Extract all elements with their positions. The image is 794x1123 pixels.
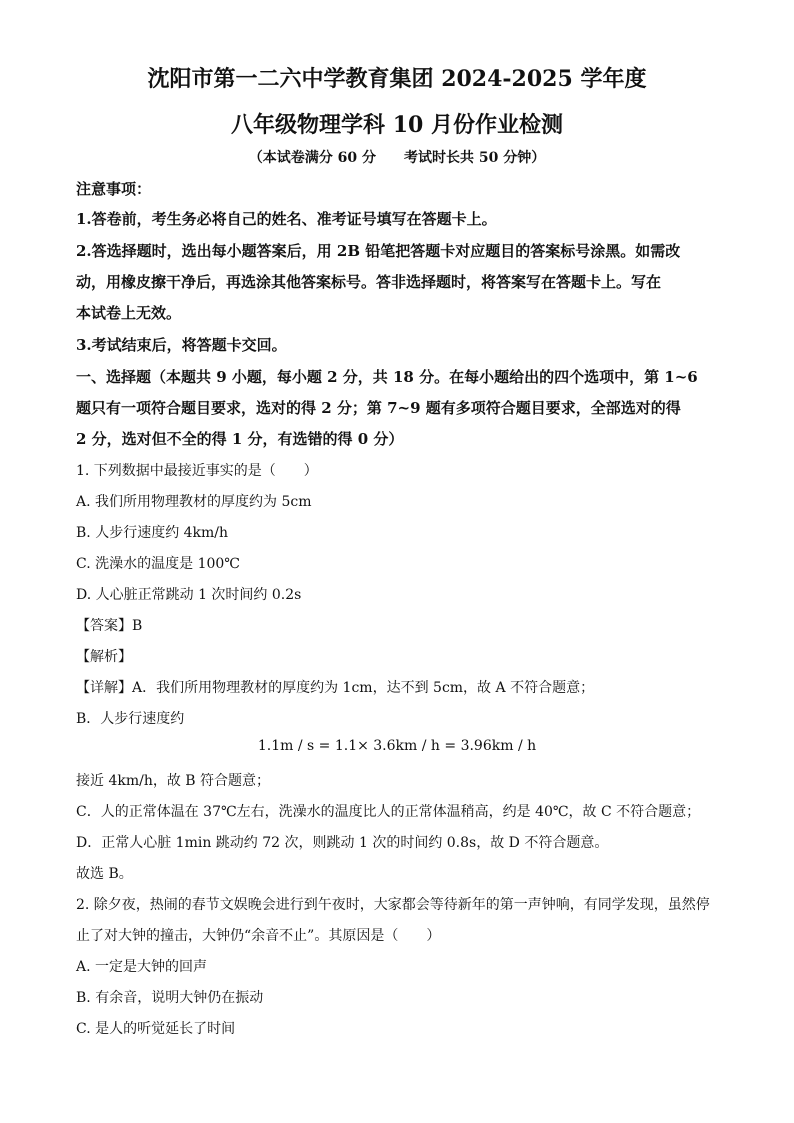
notice-item-2-line2: 动，用橡皮擦干净后，再选涂其他答案标号。答非选择题时，将答案写在答题卡上。写在 [76, 273, 662, 291]
q1-answer: 【答案】B [76, 618, 143, 634]
q2-stem-line2: 止了对大钟的撞击，大钟仍“余音不止”。其原因是（ ） [76, 928, 441, 944]
section1-intro-line1: 一、选择题（本题共 9 小题，每小题 2 分，共 18 分。在每小题给出的四个选项中，第 1~6 [76, 368, 698, 386]
notice-item-3: 3.考试结束后，将答题卡交回。 [76, 336, 287, 354]
q2-stem-line1: 2. 除夕夜，热闹的春节文娱晚会进行到午夜时，大家都会等待新年的第一声钟响，有同学发现，虽然停 [76, 897, 710, 913]
q1-detail-a: 【详解】A．我们所用物理教材的厚度约为 1cm，达不到 5cm，故 A 不符合题意； [76, 680, 595, 696]
q1-detail-c: C．人的正常体温在 37℃左右，洗澡水的温度比人的正常体温稍高，约是 40℃，故 C 不符合题意； [76, 804, 701, 820]
q2-option-c: C. 是人的听觉延长了时间 [76, 1021, 236, 1037]
exam-title-line1: 沈阳市第一二六中学教育集团 2024-2025 学年度 [147, 66, 647, 92]
notice-item-1: 1.答卷前，考生务必将自己的姓名、准考证号填写在答题卡上。 [76, 210, 497, 228]
q1-detail-d: D．正常人心脏 1min 跳动约 72 次，则跳动 1 次的时间约 0.8s，故 D 不符合题意。 [76, 835, 609, 851]
notice-heading: 注意事项： [76, 180, 152, 198]
q1-analysis-label: 【解析】 [76, 649, 132, 665]
q2-option-a: A. 一定是大钟的回声 [76, 959, 208, 975]
notice-item-2-line3: 本试卷上无效。 [76, 304, 182, 322]
section1-intro-line3: 2 分，选对但不全的得 1 分，有选错的得 0 分） [76, 430, 404, 448]
q1-detail-b: B．人步行速度约 [76, 711, 185, 727]
q1-formula: 1.1m / s = 1.1× 3.6km / h = 3.96km / h [257, 738, 537, 754]
q1-option-b: B. 人步行速度约 4km/h [76, 525, 229, 541]
q1-option-c: C. 洗澡水的温度是 100℃ [76, 556, 240, 572]
q1-option-d: D. 人心脏正常跳动 1 次时间约 0.2s [76, 587, 302, 603]
exam-title-line2: 八年级物理学科 10 月份作业检测 [231, 112, 563, 138]
q1-option-a: A. 我们所用物理教材的厚度约为 5cm [76, 494, 312, 510]
exam-subtitle: （本试卷满分 60 分 考试时长共 50 分钟） [248, 150, 546, 166]
q2-option-b: B. 有余音，说明大钟仍在振动 [76, 990, 264, 1006]
section1-intro-line2: 题只有一项符合题目要求，选对的得 2 分；第 7~9 题有多项符合题目要求，全部选对的得 [76, 399, 681, 417]
notice-item-2-line1: 2.答选择题时，选出每小题答案后，用 2B 铅笔把答题卡对应题目的答案标号涂黑。如需改 [76, 242, 681, 260]
q1-stem: 1. 下列数据中最接近事实的是（ ） [76, 463, 318, 479]
q1-conclusion: 故选 B。 [76, 866, 133, 882]
q1-detail-b-cont: 接近 4km/h，故 B 符合题意； [76, 773, 271, 789]
